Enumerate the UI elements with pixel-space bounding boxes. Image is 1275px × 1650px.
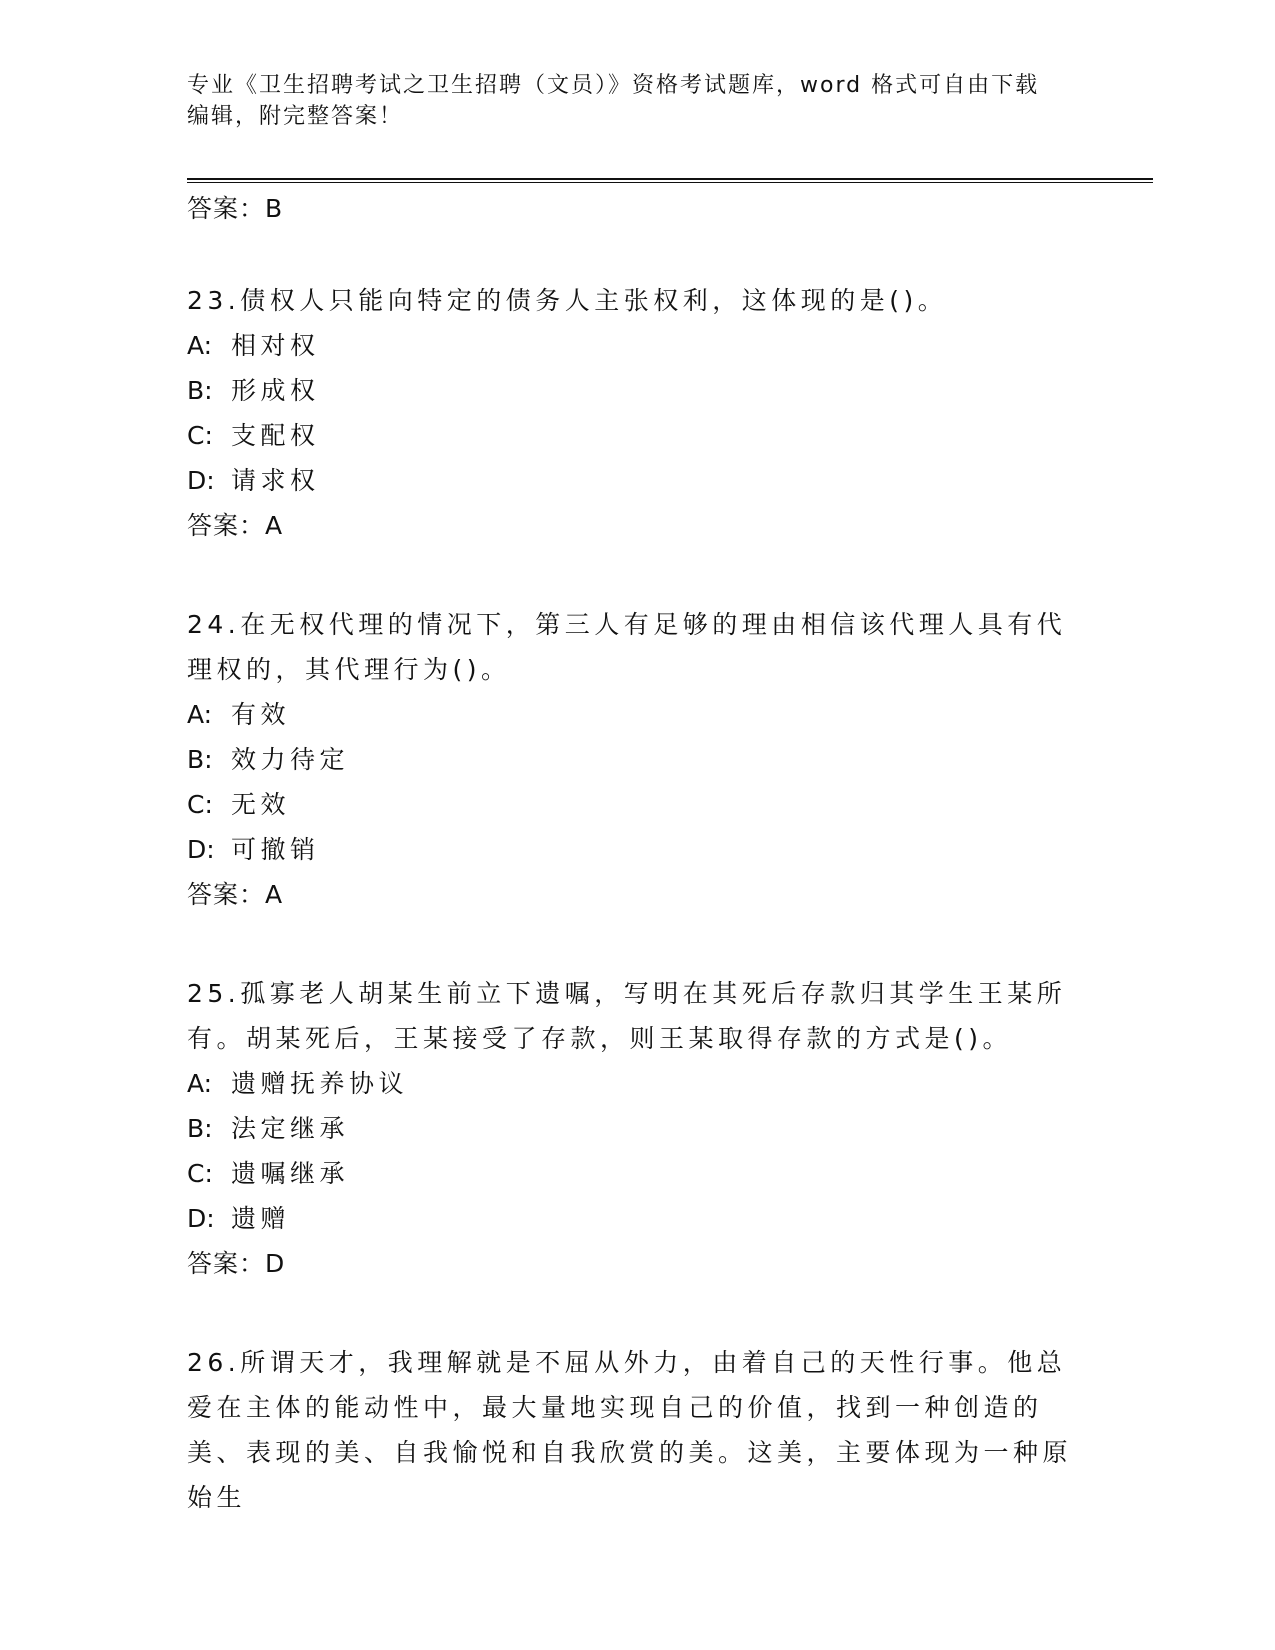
option-text: 请求权 [231, 466, 320, 495]
option-d [187, 1196, 1087, 1241]
option-text: 遗赠抚养协议 [231, 1069, 409, 1098]
option-text: 相对权 [231, 331, 320, 360]
option-text: 法定继承 [231, 1114, 350, 1143]
header-line-2: 编辑，附完整答案！ [187, 104, 404, 129]
header-rule-thin [187, 182, 1153, 183]
option-b [187, 1106, 1087, 1151]
answer-line: 答案：A [187, 511, 284, 540]
option-text: 遗嘱继承 [231, 1159, 350, 1188]
option-d [187, 458, 1087, 503]
option-letter: B: [187, 376, 213, 405]
option-b [187, 737, 1087, 782]
option-letter: C: [187, 421, 213, 450]
option-c [187, 1151, 1087, 1196]
option-letter: C: [187, 1159, 213, 1188]
question-text: 24.在无权代理的情况下，第三人有足够的理由相信该代理人具有代理权的，其代理行为()。 [187, 610, 1067, 684]
option-letter: A: [187, 331, 213, 360]
option-a [187, 692, 1087, 737]
document-header [187, 70, 1067, 132]
option-letter: A: [187, 700, 213, 729]
option-letter: C: [187, 790, 213, 819]
option-letter: B: [187, 1114, 213, 1143]
answer-line: 答案：B [187, 194, 284, 223]
option-text: 无效 [231, 790, 291, 819]
question-text: 26.所谓天才，我理解就是不屈从外力，由着自己的天性行事。他总爱在主体的能动性中，最大量地实现自己的价值，找到一种创造的美、表现的美、自我愉悦和自我欣赏的美。这美，主要体现为一种原始生 [187, 1348, 1073, 1512]
option-a [187, 323, 1087, 368]
question-text: 23.债权人只能向特定的债务人主张权利，这体现的是()。 [187, 286, 948, 315]
question-text: 25.孤寡老人胡某生前立下遗嘱，写明在其死后存款归其学生王某所有。胡某死后，王某接受了存款，则王某取得存款的方式是()。 [187, 979, 1067, 1053]
answer-line: 答案：A [187, 880, 284, 909]
option-text: 形成权 [231, 376, 320, 405]
option-text: 支配权 [231, 421, 320, 450]
option-text: 有效 [231, 700, 291, 729]
option-c [187, 413, 1087, 458]
option-letter: D: [187, 1204, 215, 1233]
option-text: 可撤销 [231, 835, 320, 864]
option-letter: D: [187, 835, 215, 864]
option-b [187, 368, 1087, 413]
question-item [187, 278, 1087, 548]
question-item [187, 971, 1087, 1286]
option-letter: A: [187, 1069, 213, 1098]
option-letter: B: [187, 745, 213, 774]
option-d [187, 827, 1087, 872]
answer-line: 答案：D [187, 1249, 286, 1278]
option-a [187, 1061, 1087, 1106]
header-rule-thick [187, 178, 1153, 180]
option-letter: D: [187, 466, 215, 495]
option-c [187, 782, 1087, 827]
option-text: 效力待定 [231, 745, 350, 774]
question-item [187, 602, 1087, 917]
header-line-1: 专业《卫生招聘考试之卫生招聘（文员）》资格考试题库，word 格式可自由下载 [187, 73, 1040, 98]
question-list [187, 190, 1087, 1520]
question-item [187, 1340, 1087, 1520]
option-text: 遗赠 [231, 1204, 291, 1233]
